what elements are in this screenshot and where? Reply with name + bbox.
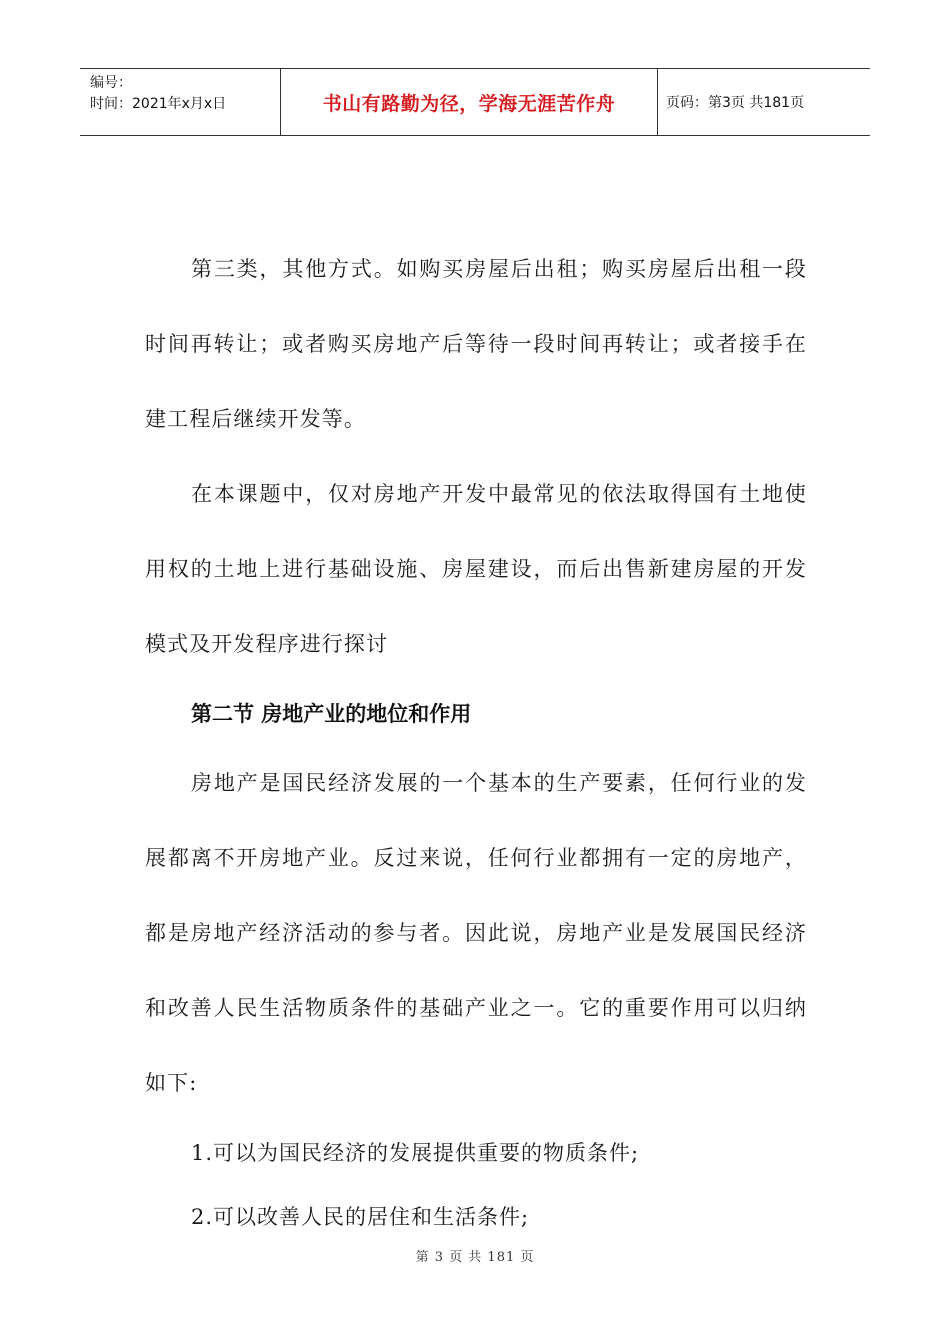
header-motto: 书山有路勤为径，学海无涯苦作舟 bbox=[281, 69, 658, 135]
page-header bbox=[80, 68, 870, 136]
list-item: 1.可以为国民经济的发展提供重要的物质条件; bbox=[191, 1141, 640, 1165]
serial-number-label: 编号： bbox=[90, 75, 132, 91]
paragraph: 在本课题中，仅对房地产开发中最常见的依法取得国有土地使用权的土地上进行基础设施、房屋建设，而后出售新建房屋的开发模式及开发程序进行探讨 bbox=[145, 482, 807, 656]
header-meta bbox=[80, 69, 281, 135]
page-footer: 第 3 页 共 181 页 bbox=[415, 1250, 535, 1265]
paragraph: 房地产是国民经济发展的一个基本的生产要素，任何行业的发展都离不开房地产业。反过来说，任何行业都拥有一定的房地产，都是房地产经济活动的参与者。因此说，房地产业是发展国民经济和改善人民生活物质条件的基础产业之一。它的重要作用可以归纳如下: bbox=[145, 771, 807, 1095]
header-page-info: 页码：第3页 共181页 bbox=[666, 95, 805, 111]
section-heading: 第二节 房地产业的地位和作用 bbox=[191, 702, 472, 726]
date-label: 时间：2021年x月x日 bbox=[90, 96, 227, 112]
document-body bbox=[145, 232, 807, 1249]
paragraph: 第三类，其他方式。如购买房屋后出租；购买房屋后出租一段时间再转让；或者购买房地产后等待一段时间再转让；或者接手在建工程后继续开发等。 bbox=[145, 257, 807, 431]
list-item: 2.可以改善人民的居住和生活条件; bbox=[191, 1205, 530, 1229]
